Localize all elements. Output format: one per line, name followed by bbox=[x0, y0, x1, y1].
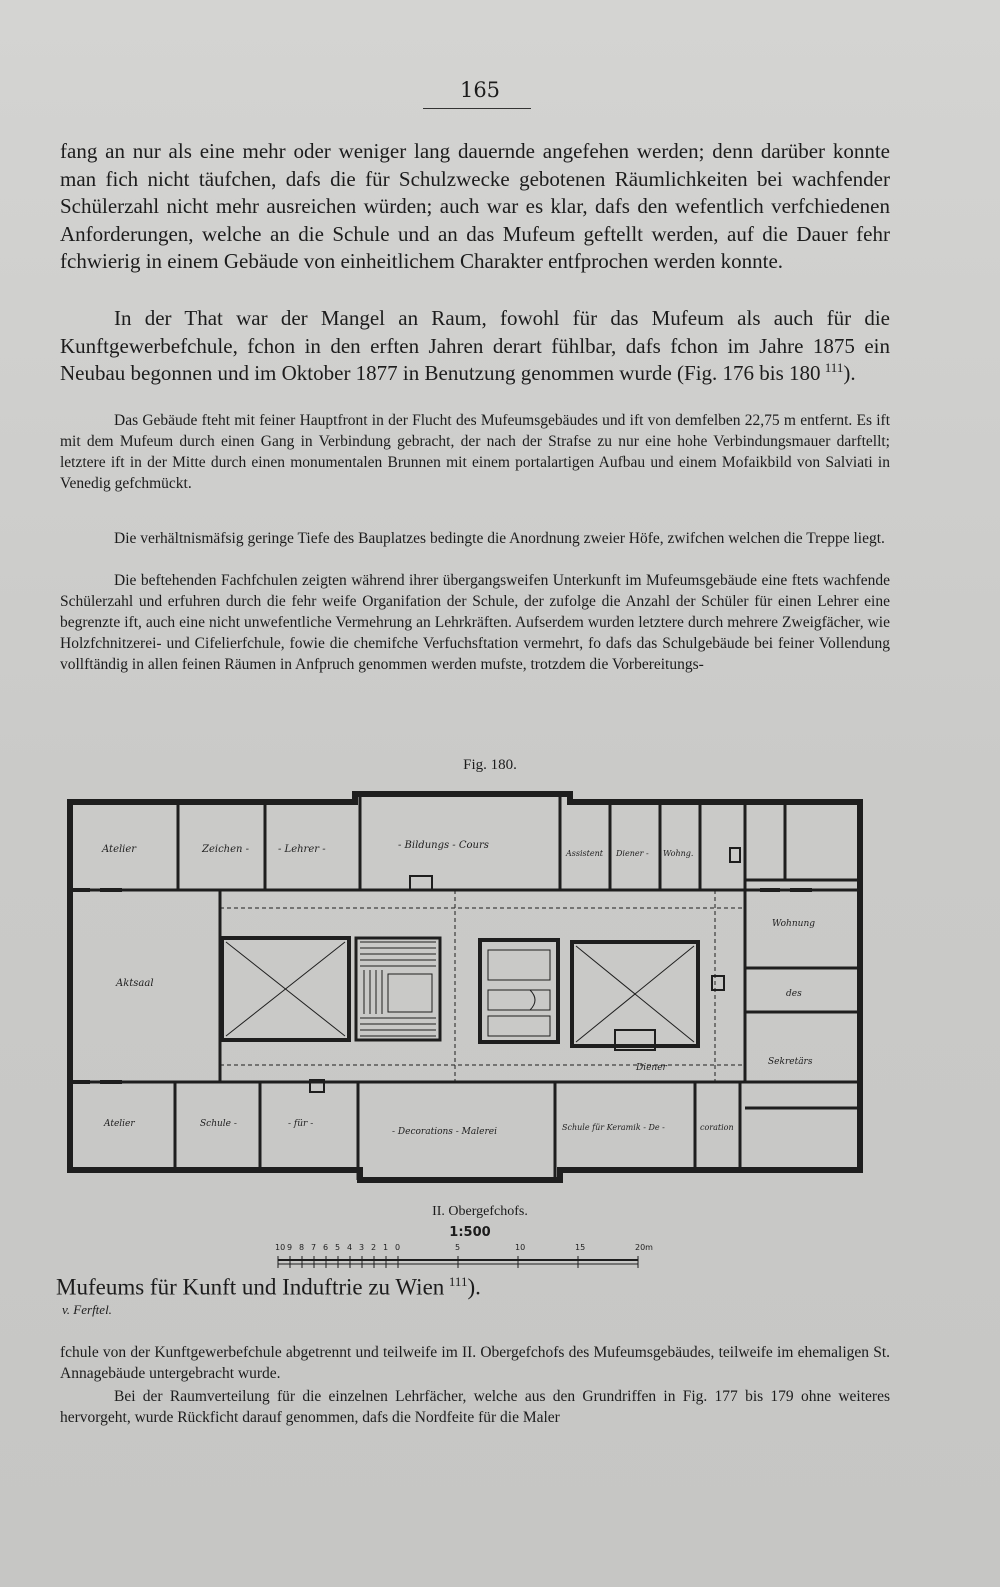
scale-tick-label: 1 bbox=[383, 1243, 389, 1252]
room-sekretaers: Sekretärs bbox=[768, 1057, 813, 1067]
header-rule bbox=[423, 108, 531, 109]
room-wohng: Wohng. bbox=[663, 849, 694, 858]
scale-tick-label: 4 bbox=[347, 1243, 353, 1252]
scale-tick-label: 10 bbox=[515, 1243, 526, 1252]
paragraph-1: fang an nur als eine mehr oder weniger lang dauernde angefehen werden; denn darüber konnte man fich nicht täufchen, dafs die für Schulzwecke gebotenen Räumlichkeiten bei wachfender Schülerzahl nicht mehr ausreichen würden; auch war es klar, dafs den wefentlich verfchiedenen Anforderungen, welche an die Schule und an das Mufeum geftellt werden, auf die Dauer fehr fchwierig in einem Gebäude von einheitlichem Charakter entfprochen werden konnte. bbox=[60, 139, 890, 273]
paragraph-2-text: In der That war der Mangel an Raum, fowohl für das Mufeum als auch für die Kunftgewerbefchule, fchon in den erften Jahren derart fühlbar, dafs fchon im Jahre 1875 ein Neubau begonnen und im Oktober 1877 in Benutzung genommen wurde (Fig. 176 bis 180 bbox=[60, 306, 890, 385]
page-number: 165 bbox=[459, 78, 501, 102]
small-paragraph-3: Die beftehenden Fachfchulen zeigten während ihrer übergangsweifen Unterkunft im Mufeumsgebäude eine ftets wachfende Schülerzahl und erfuhren durch die fehr weife Organifation der Schule, der zufolge die Anzahl der Schüler für einen Lehrer eine begrenzte ift, auch eine nicht unwefentliche Vermehrung an Lehrkräften. Aufserdem wurden letztere durch mehrere Zweigfächer, wie Holzfchnitzerei- und Cifelierfchule, fowie die chemifche Verfuchsftation vermehrt, fo dafs das Schulgebäude bei feiner Vollendung vollftändig in allen feinen Räumen in Anfpruch genommen werden mufste, trotzdem die Vorbereitungs- bbox=[60, 572, 890, 673]
closing-paren: ). bbox=[843, 361, 856, 385]
room-des: des bbox=[786, 989, 802, 999]
museum-title-text: Mufeums für Kunft und Induftrie zu Wien bbox=[56, 1274, 445, 1300]
scale-tick-label: 15 bbox=[575, 1243, 586, 1252]
room-zeichen: Zeichen - bbox=[202, 844, 250, 855]
title-paren: ). bbox=[467, 1274, 481, 1300]
scale-tick-label: 0 bbox=[395, 1243, 401, 1252]
title-footnote-ref: 111 bbox=[448, 1274, 468, 1289]
room-bildungs-cours: - Bildungs - Cours bbox=[398, 840, 489, 851]
room-decorations: - Decorations - Malerei bbox=[392, 1127, 497, 1137]
scale-tick-label: 9 bbox=[287, 1243, 293, 1252]
room-atelier-bottom: Atelier bbox=[104, 1119, 135, 1129]
floor-label: II. Obergefchofs. bbox=[432, 1204, 528, 1219]
figure-caption: Fig. 180. bbox=[463, 757, 517, 773]
author-credit: v. Ferftel. bbox=[62, 1302, 112, 1317]
room-diener-mid: Diener bbox=[636, 1063, 667, 1073]
room-lehrer: - Lehrer - bbox=[278, 844, 326, 855]
scale-tick-label: 7 bbox=[311, 1243, 317, 1252]
museum-title bbox=[56, 1274, 656, 1301]
scale-tick-label: 10 bbox=[275, 1243, 286, 1252]
bottom-paragraph-2: Bei der Raumverteilung für die einzelnen Lehrfächer, welche aus den Grundriffen in Fig. 177 bis 179 ohne weiteres hervorgeht, wurde Rückficht darauf genommen, dafs die Nordfeite für die Maler bbox=[60, 1388, 890, 1426]
secondary-stair bbox=[480, 940, 558, 1042]
scale-tick-label: 20m bbox=[635, 1243, 653, 1252]
room-wohnung: Wohnung bbox=[772, 919, 816, 929]
small-paragraph-2: Die verhältnismäfsig geringe Tiefe des Bauplatzes bedingte die Anordnung zweier Höfe, zwifchen welchen die Treppe liegt. bbox=[114, 530, 885, 547]
paragraph-2 bbox=[60, 305, 890, 388]
room-schule-keramik: Schule für Keramik - De - bbox=[562, 1123, 665, 1132]
room-atelier-top: Atelier bbox=[102, 844, 137, 855]
room-coration: coration bbox=[700, 1123, 734, 1132]
bottom-paragraph-1: fchule von der Kunftgewerbefchule abgetrennt und teilweife im II. Obergefchofs des Mufeumsgebäudes, teilweife im ehemaligen St. Annagebäude untergebracht wurde. bbox=[60, 1344, 890, 1382]
scale-tick-label: 5 bbox=[335, 1243, 341, 1252]
small-paragraph-1: Das Gebäude fteht mit feiner Hauptfront in der Flucht des Mufeumsgebäudes und ift von demfelben 22,75 m entfernt. Es ift mit dem Mufeum durch einen Gang in Verbindung gebracht, der nach der Strafse zu nur eine hohe Verbindungsmauer darftellt; letztere ift in der Mitte durch einen monumentalen Brunnen mit einem portalartigen Aufbau und einem Mofaikbild von Salviati in Venedig gefchmückt. bbox=[60, 412, 890, 492]
scale-label: 1:500 bbox=[449, 1225, 491, 1240]
main-staircase bbox=[356, 938, 440, 1040]
scale-tick-label: 2 bbox=[371, 1243, 377, 1252]
scale-tick-label: 5 bbox=[455, 1243, 461, 1252]
room-diener-top: Diener - bbox=[616, 849, 649, 858]
scale-bar bbox=[274, 1238, 674, 1274]
room-schule: Schule - bbox=[200, 1119, 237, 1129]
room-assistent: Assistent bbox=[566, 849, 603, 858]
footnote-ref: 111 bbox=[824, 360, 844, 375]
scale-tick-label: 3 bbox=[359, 1243, 365, 1252]
scale-tick-label: 6 bbox=[323, 1243, 329, 1252]
scale-tick-label: 8 bbox=[299, 1243, 305, 1252]
floor-plan bbox=[60, 790, 880, 1190]
room-aktsaal: Aktsaal bbox=[116, 978, 154, 989]
room-fuer: - für - bbox=[288, 1119, 314, 1129]
